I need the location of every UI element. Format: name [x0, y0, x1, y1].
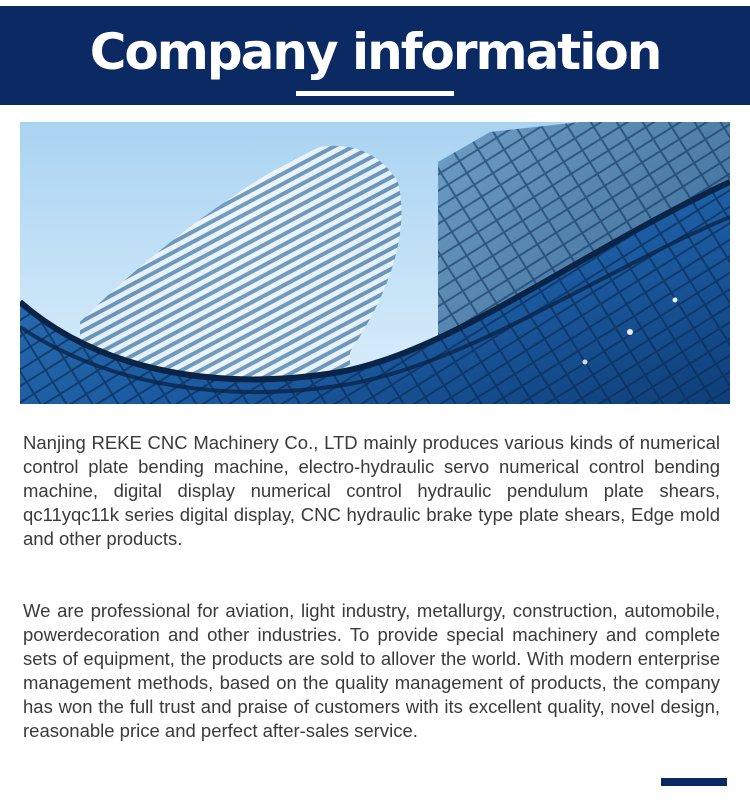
header-banner	[0, 6, 750, 105]
title-underline	[296, 91, 454, 96]
footer-accent-bar	[661, 778, 727, 786]
intro-paragraph: Nanjing REKE CNC Machinery Co., LTD mainly produces various kinds of numerical control plate bending machine, electro-hydraulic servo numerical control bending machine, digital display numerical control hydraulic pendulum plate shears, qc11yqc11k series digital display, CNC hydraulic brake type plate shears, Edge mold and other products.	[23, 432, 720, 549]
page-title: Company information	[89, 23, 661, 81]
services-paragraph: We are professional for aviation, light industry, metallurgy, construction, automobile, powerdecoration and other industries. To provide special machinery and complete sets of equipment, the products are sold to allover the world. With modern enterprise management methods, based on the quality management of products, the company has won the full trust and praise of customers with its excellent quality, novel design, reasonable price and perfect after-sales service.	[23, 600, 720, 741]
skyscrapers-photo-icon	[20, 122, 730, 404]
